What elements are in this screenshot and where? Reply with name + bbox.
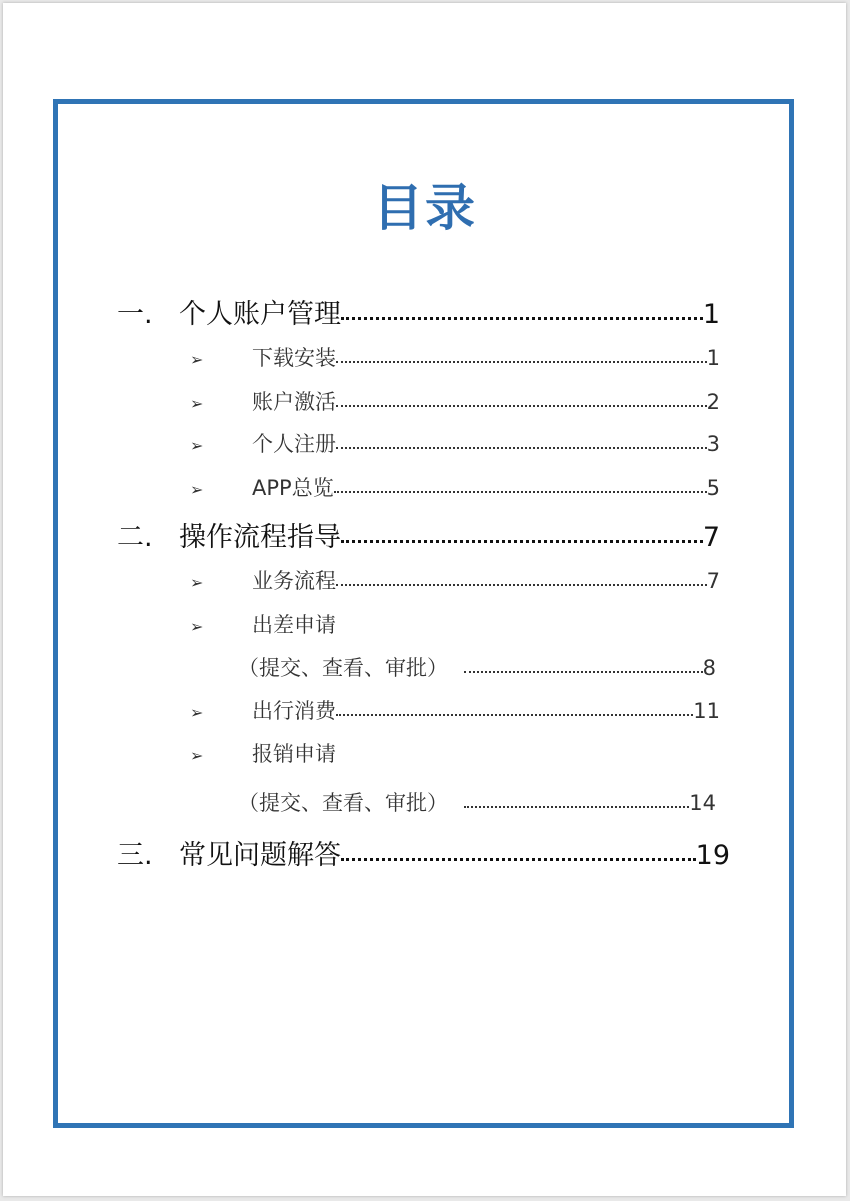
dot-leader bbox=[464, 806, 689, 808]
page-number: 7 bbox=[702, 522, 720, 553]
item-title: 个人注册 bbox=[252, 432, 336, 456]
arrow-bullet-icon: ➢ bbox=[190, 350, 204, 369]
arrow-bullet-icon: ➢ bbox=[190, 703, 204, 722]
section-title: 个人账户管理 bbox=[179, 299, 341, 330]
section-number: 三. bbox=[117, 840, 153, 871]
page-number: 11 bbox=[693, 699, 720, 723]
toc-section-1[interactable] bbox=[117, 292, 720, 331]
item-title: APP总览 bbox=[252, 476, 334, 500]
dot-leader bbox=[341, 858, 696, 861]
toc-section-2[interactable] bbox=[117, 515, 720, 554]
dot-leader bbox=[336, 361, 707, 363]
toc-item-reimbursement-request[interactable] bbox=[190, 738, 720, 768]
toc-title: 目录 bbox=[373, 179, 477, 237]
page-number: 5 bbox=[706, 476, 720, 500]
arrow-bullet-icon: ➢ bbox=[190, 573, 204, 592]
arrow-bullet-icon: ➢ bbox=[190, 436, 204, 455]
dot-leader bbox=[336, 405, 707, 407]
toc-item-reimbursement-request-detail[interactable] bbox=[238, 787, 716, 817]
dot-leader bbox=[334, 491, 707, 493]
item-title: 出差申请 bbox=[252, 613, 336, 637]
arrow-bullet-icon: ➢ bbox=[190, 746, 204, 765]
dot-leader bbox=[336, 714, 693, 716]
section-title: 常见问题解答 bbox=[179, 840, 341, 871]
item-detail: （提交、查看、审批） bbox=[238, 656, 448, 680]
page-number: 1 bbox=[706, 346, 720, 370]
toc-item-business-trip-request[interactable] bbox=[190, 609, 720, 639]
toc-item-business-process[interactable] bbox=[190, 565, 720, 595]
dot-leader bbox=[341, 317, 703, 320]
page-number: 7 bbox=[706, 569, 720, 593]
item-title: 出行消费 bbox=[252, 699, 336, 723]
item-detail: （提交、查看、审批） bbox=[238, 791, 448, 815]
arrow-bullet-icon: ➢ bbox=[190, 394, 204, 413]
arrow-bullet-icon: ➢ bbox=[190, 480, 204, 499]
dot-leader bbox=[341, 540, 703, 543]
toc-item-personal-registration[interactable] bbox=[190, 428, 720, 458]
page-number: 2 bbox=[706, 390, 720, 414]
item-title: 报销申请 bbox=[252, 742, 336, 766]
page-number: 3 bbox=[706, 432, 720, 456]
item-title: 下载安装 bbox=[252, 346, 336, 370]
page-number: 1 bbox=[702, 299, 720, 330]
page-number: 14 bbox=[689, 791, 716, 815]
arrow-bullet-icon: ➢ bbox=[190, 617, 204, 636]
toc-item-account-activation[interactable] bbox=[190, 386, 720, 416]
toc-item-business-trip-request-detail[interactable] bbox=[238, 652, 716, 682]
page-number: 19 bbox=[695, 840, 730, 871]
item-title: 账户激活 bbox=[252, 390, 336, 414]
item-title: 业务流程 bbox=[252, 569, 336, 593]
toc-section-3[interactable] bbox=[117, 833, 730, 872]
toc-item-download-install[interactable] bbox=[190, 342, 720, 372]
dot-leader bbox=[336, 584, 707, 586]
dot-leader bbox=[464, 671, 703, 673]
section-number: 二. bbox=[117, 522, 153, 553]
toc-item-travel-expense[interactable] bbox=[190, 695, 720, 725]
section-number: 一. bbox=[117, 299, 153, 330]
dot-leader bbox=[336, 447, 707, 449]
section-title: 操作流程指导 bbox=[179, 522, 341, 553]
toc-item-app-overview[interactable] bbox=[190, 472, 720, 502]
page-number: 8 bbox=[702, 656, 716, 680]
